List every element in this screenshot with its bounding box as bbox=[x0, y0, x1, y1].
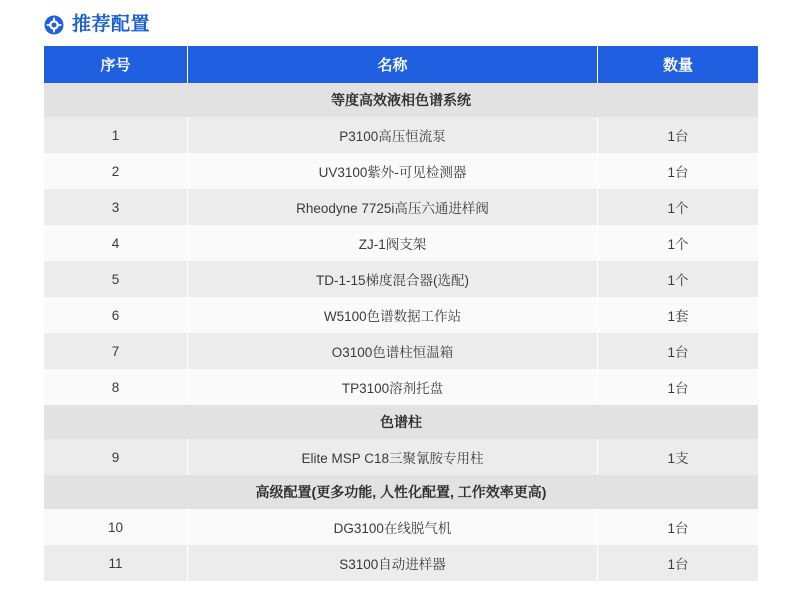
table-row bbox=[44, 153, 758, 189]
section-header bbox=[0, 0, 800, 46]
table-group-row bbox=[44, 475, 758, 509]
cell-name: ZJ-1阀支架 bbox=[188, 225, 598, 261]
cell-no: 9 bbox=[44, 439, 188, 475]
table-head bbox=[44, 46, 758, 83]
table-group-row bbox=[44, 405, 758, 439]
column-header-name: 名称 bbox=[188, 46, 598, 83]
cell-qty: 1台 bbox=[598, 333, 759, 369]
cell-qty: 1个 bbox=[598, 261, 759, 297]
cell-name: P3100高压恒流泵 bbox=[188, 117, 598, 153]
cell-name: TD-1-15梯度混合器(选配) bbox=[188, 261, 598, 297]
cell-name: Elite MSP C18三聚氰胺专用柱 bbox=[188, 439, 598, 475]
cell-no: 7 bbox=[44, 333, 188, 369]
cell-name: TP3100溶剂托盘 bbox=[188, 369, 598, 405]
cell-qty: 1个 bbox=[598, 189, 759, 225]
cell-qty: 1个 bbox=[598, 225, 759, 261]
table-row bbox=[44, 117, 758, 153]
cell-qty: 1台 bbox=[598, 369, 759, 405]
cell-name: W5100色谱数据工作站 bbox=[188, 297, 598, 333]
table-row bbox=[44, 261, 758, 297]
cell-qty: 1支 bbox=[598, 439, 759, 475]
cell-no: 8 bbox=[44, 369, 188, 405]
config-table-wrapper bbox=[0, 46, 800, 581]
cell-no: 6 bbox=[44, 297, 188, 333]
table-body bbox=[44, 83, 758, 581]
table-row bbox=[44, 297, 758, 333]
cell-name: UV3100紫外-可见检测器 bbox=[188, 153, 598, 189]
cell-qty: 1台 bbox=[598, 509, 759, 545]
table-row bbox=[44, 369, 758, 405]
cell-qty: 1台 bbox=[598, 153, 759, 189]
table-row bbox=[44, 189, 758, 225]
cell-no: 2 bbox=[44, 153, 188, 189]
group-label: 等度高效液相色谱系统 bbox=[44, 83, 758, 117]
cell-name: Rheodyne 7725i高压六通进样阀 bbox=[188, 189, 598, 225]
gear-badge-icon bbox=[44, 15, 64, 35]
column-header-qty: 数量 bbox=[598, 46, 759, 83]
cell-name: DG3100在线脱气机 bbox=[188, 509, 598, 545]
cell-name: S3100自动进样器 bbox=[188, 545, 598, 581]
cell-no: 3 bbox=[44, 189, 188, 225]
cell-qty: 1台 bbox=[598, 545, 759, 581]
cell-no: 4 bbox=[44, 225, 188, 261]
table-row bbox=[44, 225, 758, 261]
cell-qty: 1套 bbox=[598, 297, 759, 333]
table-row bbox=[44, 509, 758, 545]
table-group-row bbox=[44, 83, 758, 117]
cell-no: 5 bbox=[44, 261, 188, 297]
cell-no: 10 bbox=[44, 509, 188, 545]
table-row bbox=[44, 333, 758, 369]
group-label: 高级配置(更多功能, 人性化配置, 工作效率更高) bbox=[44, 475, 758, 509]
cell-no: 1 bbox=[44, 117, 188, 153]
table-row bbox=[44, 439, 758, 475]
page-title: 推荐配置 bbox=[72, 14, 151, 35]
group-label: 色谱柱 bbox=[44, 405, 758, 439]
column-header-no: 序号 bbox=[44, 46, 188, 83]
cell-qty: 1台 bbox=[598, 117, 759, 153]
cell-name: O3100色谱柱恒温箱 bbox=[188, 333, 598, 369]
table-header-row bbox=[44, 46, 758, 83]
recommended-configuration-table bbox=[44, 46, 758, 581]
cell-no: 11 bbox=[44, 545, 188, 581]
table-row bbox=[44, 545, 758, 581]
